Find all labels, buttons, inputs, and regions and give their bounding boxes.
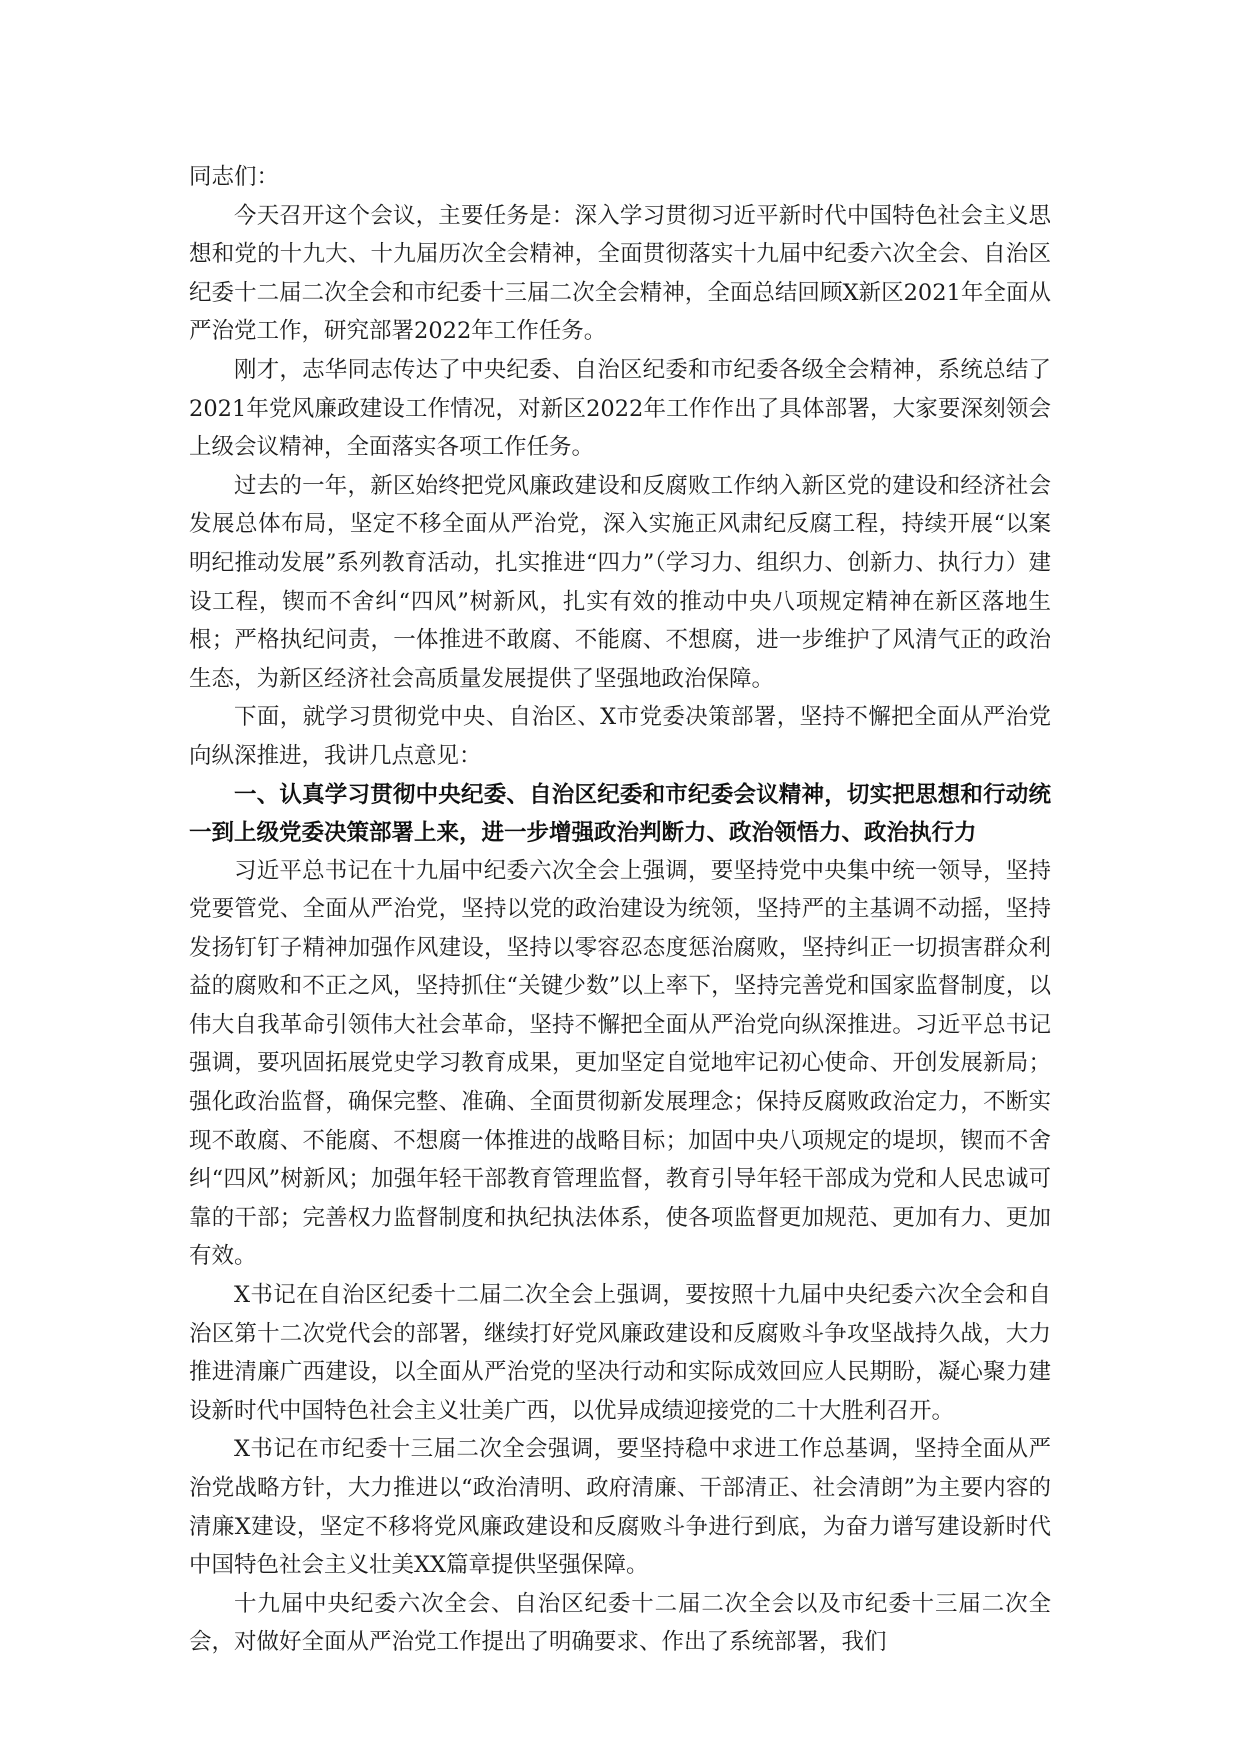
paragraph-opinions-intro: 下面，就学习贯彻党中央、自治区、X市党委决策部署，坚持不懈把全面从严治党向纵深推进，我讲几点意见：: [189, 704, 1051, 769]
paragraph-xi-speech: 习近平总书记在十九届中纪委六次全会上强调，要坚持党中央集中统一领导，坚持党要管党、全面从严治党，坚持以党的政治建设为统领，坚持严的主基调不动摇，坚持发扬钉钉子精神加强作风建设，坚持以零容忍态度惩治腐败，坚持纠正一切损害群众利益的腐败和不正之风，坚持抓住“关键少数”以上率下，坚持完善党和国家监督制度，以伟大自我革命引领伟大社会革命，坚持不懈把全面从严治党向纵深推进。习近平总书记强调，要巩固拓展党史学习教育成果，更加坚定自觉地牢记初心使命、开创发展新局；强化政治监督，确保完整、准确、全面贯彻新发展理念；保持反腐败政治定力，不断实现不敢腐、不能腐、不想腐一体推进的战略目标；加固中央八项规定的堤坝，锲而不舍纠“四风”树新风；加强年轻干部教育管理监督，教育引导年轻干部成为党和人民忠诚可靠的干部；完善权力监督制度和执纪执法体系，使各项监督更加规范、更加有力、更加有效。: [189, 857, 1051, 1270]
paragraph-city-secretary: X书记在市纪委十三届二次全会强调，要坚持稳中求进工作总基调，坚持全面从严治党战略方针，大力推进以“政治清明、政府清廉、干部清正、社会清朗”为主要内容的清廉X建设，坚定不移将党风廉政建设和反腐败斗争进行到底，为奋力谱写建设新时代中国特色社会主义壮美XX篇章提供坚强保障。: [189, 1436, 1051, 1579]
document-body: [189, 158, 1051, 1662]
paragraph-past-year: 过去的一年，新区始终把党风廉政建设和反腐败工作纳入新区党的建设和经济社会发展总体布局，坚定不移全面从严治党，深入实施正风肃纪反腐工程，持续开展“以案明纪推动发展”系列教育活动，扎实推进“四力”（学习力、组织力、创新力、执行力）建设工程，锲而不舍纠“四风”树新风，扎实有效的推动中央八项规定精神在新区落地生根；严格执纪问责，一体推进不敢腐、不能腐、不想腐，进一步维护了风清气正的政治生态，为新区经济社会高质量发展提供了坚强地政治保障。: [189, 472, 1051, 692]
paragraph-opening: 今天召开这个会议，主要任务是：深入学习贯彻习近平新时代中国特色社会主义思想和党的十九大、十九届历次全会精神，全面贯彻落实十九届中纪委六次全会、自治区纪委十二届二次全会和市纪委十三届二次全会精神，全面总结回顾X新区2021年全面从严治党工作，研究部署2022年工作任务。: [189, 202, 1051, 345]
paragraph-region-secretary: X书记在自治区纪委十二届二次全会上强调，要按照十九届中央纪委六次全会和自治区第十二次党代会的部署，继续打好党风廉政建设和反腐败斗争攻坚战持久战，大力推进清廉广西建设，以全面从严治党的坚决行动和实际成效回应人民期盼，凝心聚力建设新时代中国特色社会主义壮美广西，以优异成绩迎接党的二十大胜利召开。: [189, 1282, 1051, 1424]
paragraph-conclusion: 十九届中央纪委六次全会、自治区纪委十二届二次全会以及市纪委十三届二次全会，对做好全面从严治党工作提出了明确要求、作出了系统部署，我们: [189, 1590, 1051, 1656]
salutation: 同志们：: [189, 164, 280, 190]
section-heading: 一、认真学习贯彻中央纪委、自治区纪委和市纪委会议精神，切实把思想和行动统一到上级党委决策部署上来，进一步增强政治判断力、政治领悟力、政治执行力: [189, 781, 1051, 846]
paragraph-summary: 刚才，志华同志传达了中央纪委、自治区纪委和市纪委各级全会精神，系统总结了2021年党风廉政建设工作情况，对新区2022年工作作出了具体部署，大家要深刻领会上级会议精神，全面落实各项工作任务。: [189, 356, 1051, 461]
